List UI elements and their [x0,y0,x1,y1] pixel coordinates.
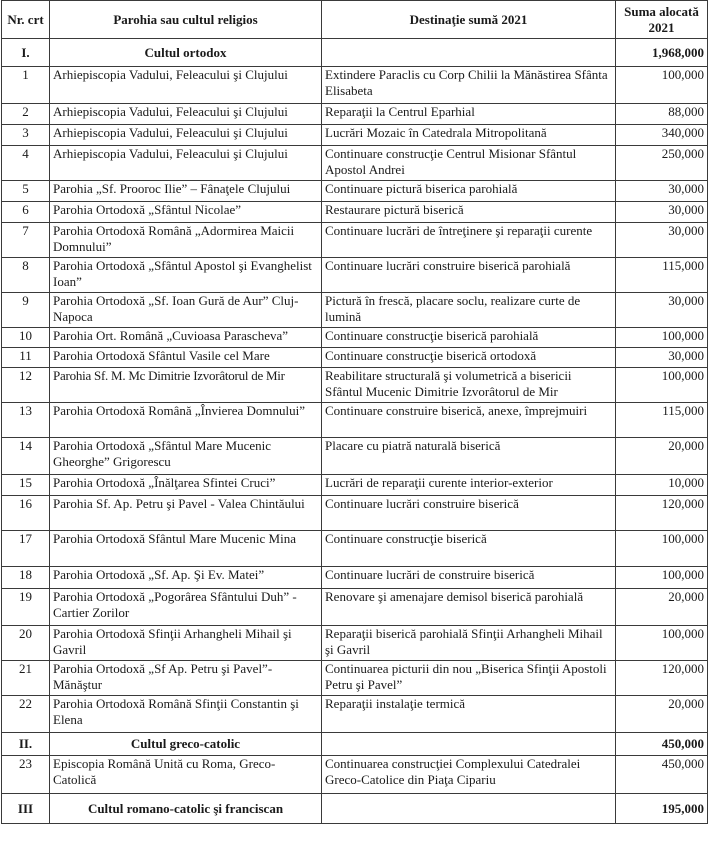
row-destination: Placare cu piatră naturală biserică [322,438,616,475]
row-nr: 10 [2,328,50,348]
row-amount: 10,000 [616,475,708,496]
section-title: Cultul romano-catolic şi franciscan [50,794,322,824]
row-nr: 12 [2,368,50,403]
row-parish: Parohia Ortodoxă „Sfântul Nicolae” [50,202,322,223]
row-destination: Continuarea picturii din nou „Biserica Sfinţii Apostoli Petru şi Pavel” [322,661,616,696]
row-destination: Continuare lucrări de construire biserică [322,567,616,589]
table-row [2,589,708,626]
header-destination: Destinaţie sumă 2021 [322,1,616,39]
row-nr: 22 [2,696,50,733]
table-row [2,146,708,181]
row-destination: Restaurare pictură biserică [322,202,616,223]
allocation-table [1,0,708,824]
row-nr: 19 [2,589,50,626]
table-row [2,202,708,223]
table-row [2,531,708,567]
row-nr: 11 [2,348,50,368]
section-destination [322,733,616,756]
table-row [2,67,708,104]
table-row [2,696,708,733]
row-parish: Parohia Sf. Ap. Petru şi Pavel - Valea Chintăului [50,496,322,531]
row-nr: 8 [2,258,50,293]
table-row [2,125,708,146]
row-nr: 3 [2,125,50,146]
row-parish: Parohia Ortodoxă „Pogorârea Sfântului Duh” -Cartier Zorilor [50,589,322,626]
section-row [2,733,708,756]
section-nr: III [2,794,50,824]
row-parish: Parohia Ortodoxă Română Sfinţii Constantin şi Elena [50,696,322,733]
header-nr: Nr. crt [2,1,50,39]
row-nr: 1 [2,67,50,104]
section-amount: 450,000 [616,733,708,756]
row-destination: Reparaţii la Centrul Eparhial [322,104,616,125]
row-parish: Parohia Ortodoxă Română „Învierea Domnului” [50,403,322,438]
row-amount: 100,000 [616,531,708,567]
section-destination [322,39,616,67]
row-amount: 30,000 [616,181,708,202]
row-nr: 17 [2,531,50,567]
row-parish: Arhiepiscopia Vadului, Feleacului şi Clujului [50,146,322,181]
table-row [2,438,708,475]
row-destination: Continuare pictură biserica parohială [322,181,616,202]
row-parish: Parohia Ortodoxă „Sf. Ioan Gură de Aur” Cluj-Napoca [50,293,322,328]
row-nr: 7 [2,223,50,258]
row-destination: Lucrări de reparaţii curente interior-exterior [322,475,616,496]
row-parish: Parohia Sf. M. Mc Dimitrie Izvorâtorul de Mir [50,368,322,403]
table-row [2,293,708,328]
row-nr: 14 [2,438,50,475]
table-row [2,475,708,496]
row-parish: Parohia Ortodoxă „Înălţarea Sfintei Cruci” [50,475,322,496]
table-row [2,181,708,202]
row-destination: Continuare construcţie biserică parohială [322,328,616,348]
row-parish: Parohia Ortodoxă „Sf Ap. Petru şi Pavel”- Mănăştur [50,661,322,696]
section-amount: 1,968,000 [616,39,708,67]
header-row [2,1,708,39]
row-parish: Parohia Ortodoxă Sfântul Vasile cel Mare [50,348,322,368]
table-row [2,348,708,368]
row-destination: Continuarea construcţiei Complexului Catedralei Greco-Catolice din Piaţa Cipariu [322,756,616,794]
row-nr: 4 [2,146,50,181]
header-parish: Parohia sau cultul religios [50,1,322,39]
table-row [2,403,708,438]
section-nr: II. [2,733,50,756]
row-amount: 100,000 [616,328,708,348]
row-nr: 20 [2,626,50,661]
row-amount: 450,000 [616,756,708,794]
table-row [2,328,708,348]
section-amount: 195,000 [616,794,708,824]
row-amount: 20,000 [616,438,708,475]
section-nr: I. [2,39,50,67]
row-destination: Continuare construcţie biserică ortodoxă [322,348,616,368]
row-nr: 2 [2,104,50,125]
row-parish: Parohia Ortodoxă „Sfântul Mare Mucenic Gheorghe” Grigorescu [50,438,322,475]
row-amount: 30,000 [616,348,708,368]
row-destination: Extindere Paraclis cu Corp Chilii la Mănăstirea Sfânta Elisabeta [322,67,616,104]
section-row [2,39,708,67]
row-amount: 30,000 [616,202,708,223]
row-destination: Reparaţii biserică parohială Sfinţii Arhangheli Mihail şi Gavril [322,626,616,661]
row-parish: Parohia Ortodoxă „Sfântul Apostol şi Evanghelist Ioan” [50,258,322,293]
row-amount: 100,000 [616,368,708,403]
section-row [2,794,708,824]
row-amount: 120,000 [616,661,708,696]
row-destination: Reabilitare structurală şi volumetrică a bisericii Sfântul Mucenic Dimitrie Izvorâtorul de Mir [322,368,616,403]
row-amount: 20,000 [616,696,708,733]
row-amount: 20,000 [616,589,708,626]
row-parish: Arhiepiscopia Vadului, Feleacului şi Clujului [50,104,322,125]
row-amount: 115,000 [616,258,708,293]
table-row [2,258,708,293]
row-nr: 23 [2,756,50,794]
row-parish: Parohia „Sf. Prooroc Ilie” – Fânaţele Clujului [50,181,322,202]
row-amount: 100,000 [616,626,708,661]
row-destination: Continuare construcţie biserică [322,531,616,567]
row-nr: 9 [2,293,50,328]
section-title: Cultul ortodox [50,39,322,67]
table-row [2,626,708,661]
row-amount: 250,000 [616,146,708,181]
row-amount: 30,000 [616,293,708,328]
row-nr: 15 [2,475,50,496]
row-amount: 340,000 [616,125,708,146]
row-nr: 21 [2,661,50,696]
row-nr: 13 [2,403,50,438]
table-row [2,496,708,531]
row-nr: 5 [2,181,50,202]
row-parish: Parohia Ortodoxă Sfântul Mare Mucenic Mina [50,531,322,567]
section-destination [322,794,616,824]
table-row [2,104,708,125]
table-row [2,223,708,258]
row-amount: 100,000 [616,67,708,104]
row-parish: Parohia Ortodoxă Română „Adormirea Maicii Domnului” [50,223,322,258]
table-row [2,567,708,589]
row-destination: Continuare construire biserică, anexe, împrejmuiri [322,403,616,438]
row-nr: 16 [2,496,50,531]
row-destination: Pictură în frescă, placare soclu, realizare curte de lumină [322,293,616,328]
row-destination: Continuare lucrări construire biserică [322,496,616,531]
row-destination: Continuare construcţie Centrul Misionar Sfântul Apostol Andrei [322,146,616,181]
row-amount: 100,000 [616,567,708,589]
row-parish: Episcopia Română Unită cu Roma, Greco-Catolică [50,756,322,794]
row-destination: Continuare lucrări de întreţinere şi reparaţii curente [322,223,616,258]
table-row [2,661,708,696]
row-amount: 30,000 [616,223,708,258]
row-parish: Arhiepiscopia Vadului, Feleacului şi Clujului [50,125,322,146]
row-destination: Lucrări Mozaic în Catedrala Mitropolitană [322,125,616,146]
row-parish: Parohia Ortodoxă Sfinţii Arhangheli Mihail şi Gavril [50,626,322,661]
header-amount: Suma alocată 2021 [616,1,708,39]
row-destination: Renovare şi amenajare demisol biserică parohială [322,589,616,626]
row-nr: 6 [2,202,50,223]
row-parish: Parohia Ortodoxă „Sf. Ap. Şi Ev. Matei” [50,567,322,589]
row-amount: 88,000 [616,104,708,125]
table-row [2,756,708,794]
row-amount: 115,000 [616,403,708,438]
table-row [2,368,708,403]
row-parish: Parohia Ort. Română „Cuvioasa Parascheva” [50,328,322,348]
row-destination: Reparaţii instalaţie termică [322,696,616,733]
row-amount: 120,000 [616,496,708,531]
row-parish: Arhiepiscopia Vadului, Feleacului şi Clujului [50,67,322,104]
row-nr: 18 [2,567,50,589]
section-title: Cultul greco-catolic [50,733,322,756]
row-destination: Continuare lucrări construire biserică parohială [322,258,616,293]
